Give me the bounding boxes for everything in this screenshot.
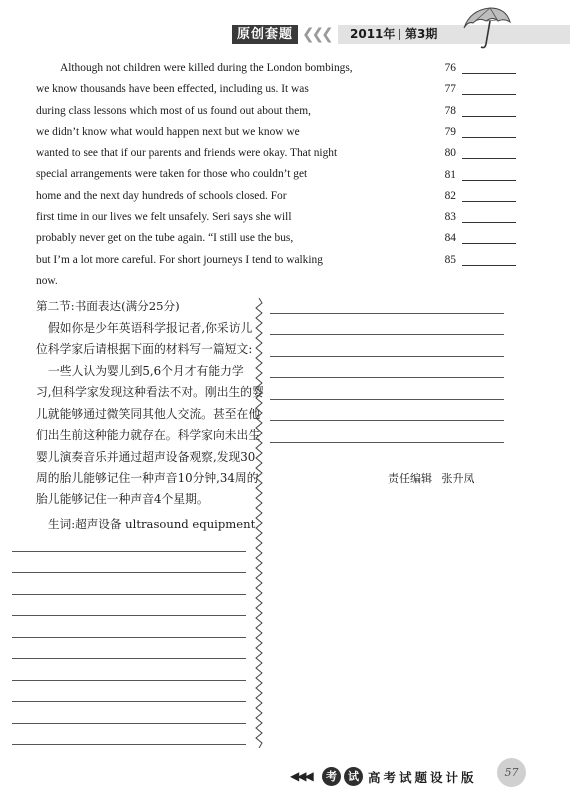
writing-line[interactable] xyxy=(12,701,246,702)
answer-blank[interactable] xyxy=(462,94,516,95)
answer-blank[interactable] xyxy=(462,116,516,117)
material-line: 胎儿能够记住一种声音4个星期。 xyxy=(36,492,209,507)
chevron-decoration-icon: ❮❮❮ xyxy=(302,25,331,43)
answer-blank[interactable] xyxy=(462,243,516,244)
answer-blank[interactable] xyxy=(462,180,516,181)
writing-line[interactable] xyxy=(12,615,246,616)
passage-line: now. xyxy=(36,274,58,287)
prompt-line: 假如你是少年英语科学报记者,你采访儿 xyxy=(48,321,253,335)
writing-line[interactable] xyxy=(270,377,504,378)
section-title: 第二节:书面表达(满分25分) xyxy=(36,299,180,313)
answer-blank[interactable] xyxy=(462,73,516,74)
writing-line[interactable] xyxy=(12,572,246,573)
answer-blank[interactable] xyxy=(462,222,516,223)
zigzag-divider xyxy=(255,298,263,748)
passage-line: but I’m a lot more careful. For short journeys I tend to walking xyxy=(36,253,323,266)
passage-line: home and the next day hundreds of schools closed. For xyxy=(36,189,287,202)
editor-credit: 责任编辑 张升凤 xyxy=(388,472,475,485)
writing-line[interactable] xyxy=(12,637,246,638)
writing-line[interactable] xyxy=(270,442,504,443)
writing-line[interactable] xyxy=(270,313,504,314)
passage-line: probably never get on the tube again. “I still use the bus, xyxy=(36,232,294,245)
answer-number: 84 xyxy=(444,232,456,245)
passage-line: we know thousands have been effected, including us. It was xyxy=(36,83,309,96)
header-issue: 第3期 xyxy=(405,27,438,41)
answer-number: 81 xyxy=(444,168,456,181)
footer-badge: 考 xyxy=(322,767,341,786)
answer-blank[interactable] xyxy=(462,265,516,266)
writing-line[interactable] xyxy=(270,334,504,335)
material-line: 周的胎儿能够记住一种声音10分钟,34周的 xyxy=(36,470,259,485)
answer-number: 76 xyxy=(444,62,456,74)
prompt-line: 位科学家后请根据下面的材料写一篇短文: xyxy=(36,342,253,357)
proofreading-passage xyxy=(36,58,456,292)
writing-line[interactable] xyxy=(12,680,246,681)
answer-number: 79 xyxy=(444,125,456,138)
answer-number: 77 xyxy=(444,83,456,96)
answer-blank[interactable] xyxy=(462,201,516,202)
writing-line[interactable] xyxy=(12,723,246,724)
passage-line: we didn’t know what would happen next but we know we xyxy=(36,125,300,138)
material-line: 婴儿演奏音乐并通过超声设备观察,发现30 xyxy=(36,449,256,464)
triple-arrow-icon: ◀◀◀ xyxy=(290,769,312,783)
answer-number: 85 xyxy=(444,253,456,266)
writing-line[interactable] xyxy=(270,420,504,421)
writing-prompt xyxy=(36,318,253,361)
writing-line[interactable] xyxy=(270,356,504,357)
passage-line: first time in our lives we felt unsafely. Seri says she will xyxy=(36,211,292,224)
material-line: 们出生前这种能力就存在。科学家向未出生 xyxy=(36,428,261,443)
header-bar xyxy=(338,25,570,44)
passage-line: wanted to see that if our parents and friends were okay. That night xyxy=(36,147,338,160)
material-line: 习,但科学家发现这种看法不对。刚出生的婴 xyxy=(36,385,264,400)
answer-number: 82 xyxy=(444,189,456,202)
header-year: 2011年 xyxy=(350,27,396,41)
writing-line[interactable] xyxy=(12,744,246,745)
answer-blank[interactable] xyxy=(462,137,516,138)
umbrella-icon xyxy=(460,6,512,50)
page-number: 57 xyxy=(497,758,526,787)
writing-line[interactable] xyxy=(12,594,246,595)
answer-blank[interactable] xyxy=(462,158,516,159)
writing-line[interactable] xyxy=(270,399,504,400)
answer-number: 80 xyxy=(444,147,456,160)
answer-number: 83 xyxy=(444,211,456,224)
writing-line[interactable] xyxy=(12,551,246,552)
column-title: 原创套题 xyxy=(232,25,298,44)
passage-line: Although not children were killed during the London bombings, xyxy=(60,62,353,74)
writing-line[interactable] xyxy=(12,658,246,659)
material-line: 一些人认为婴儿到5,6个月才有能力学 xyxy=(48,364,244,378)
passage-line: during class lessons which most of us found out about them, xyxy=(36,104,311,117)
vocabulary-note: 生词:超声设备 ultrasound equipment xyxy=(48,517,256,531)
material-line: 儿就能够通过微笑同其他人交流。甚至在他 xyxy=(36,406,261,421)
writing-material xyxy=(36,361,264,511)
answer-number: 78 xyxy=(444,104,456,117)
header-divider xyxy=(399,29,400,40)
passage-line: special arrangements were taken for those who couldn’t get xyxy=(36,168,308,181)
footer-badge: 试 xyxy=(344,767,363,786)
footer-title: 高考试题设计版 xyxy=(368,770,477,785)
